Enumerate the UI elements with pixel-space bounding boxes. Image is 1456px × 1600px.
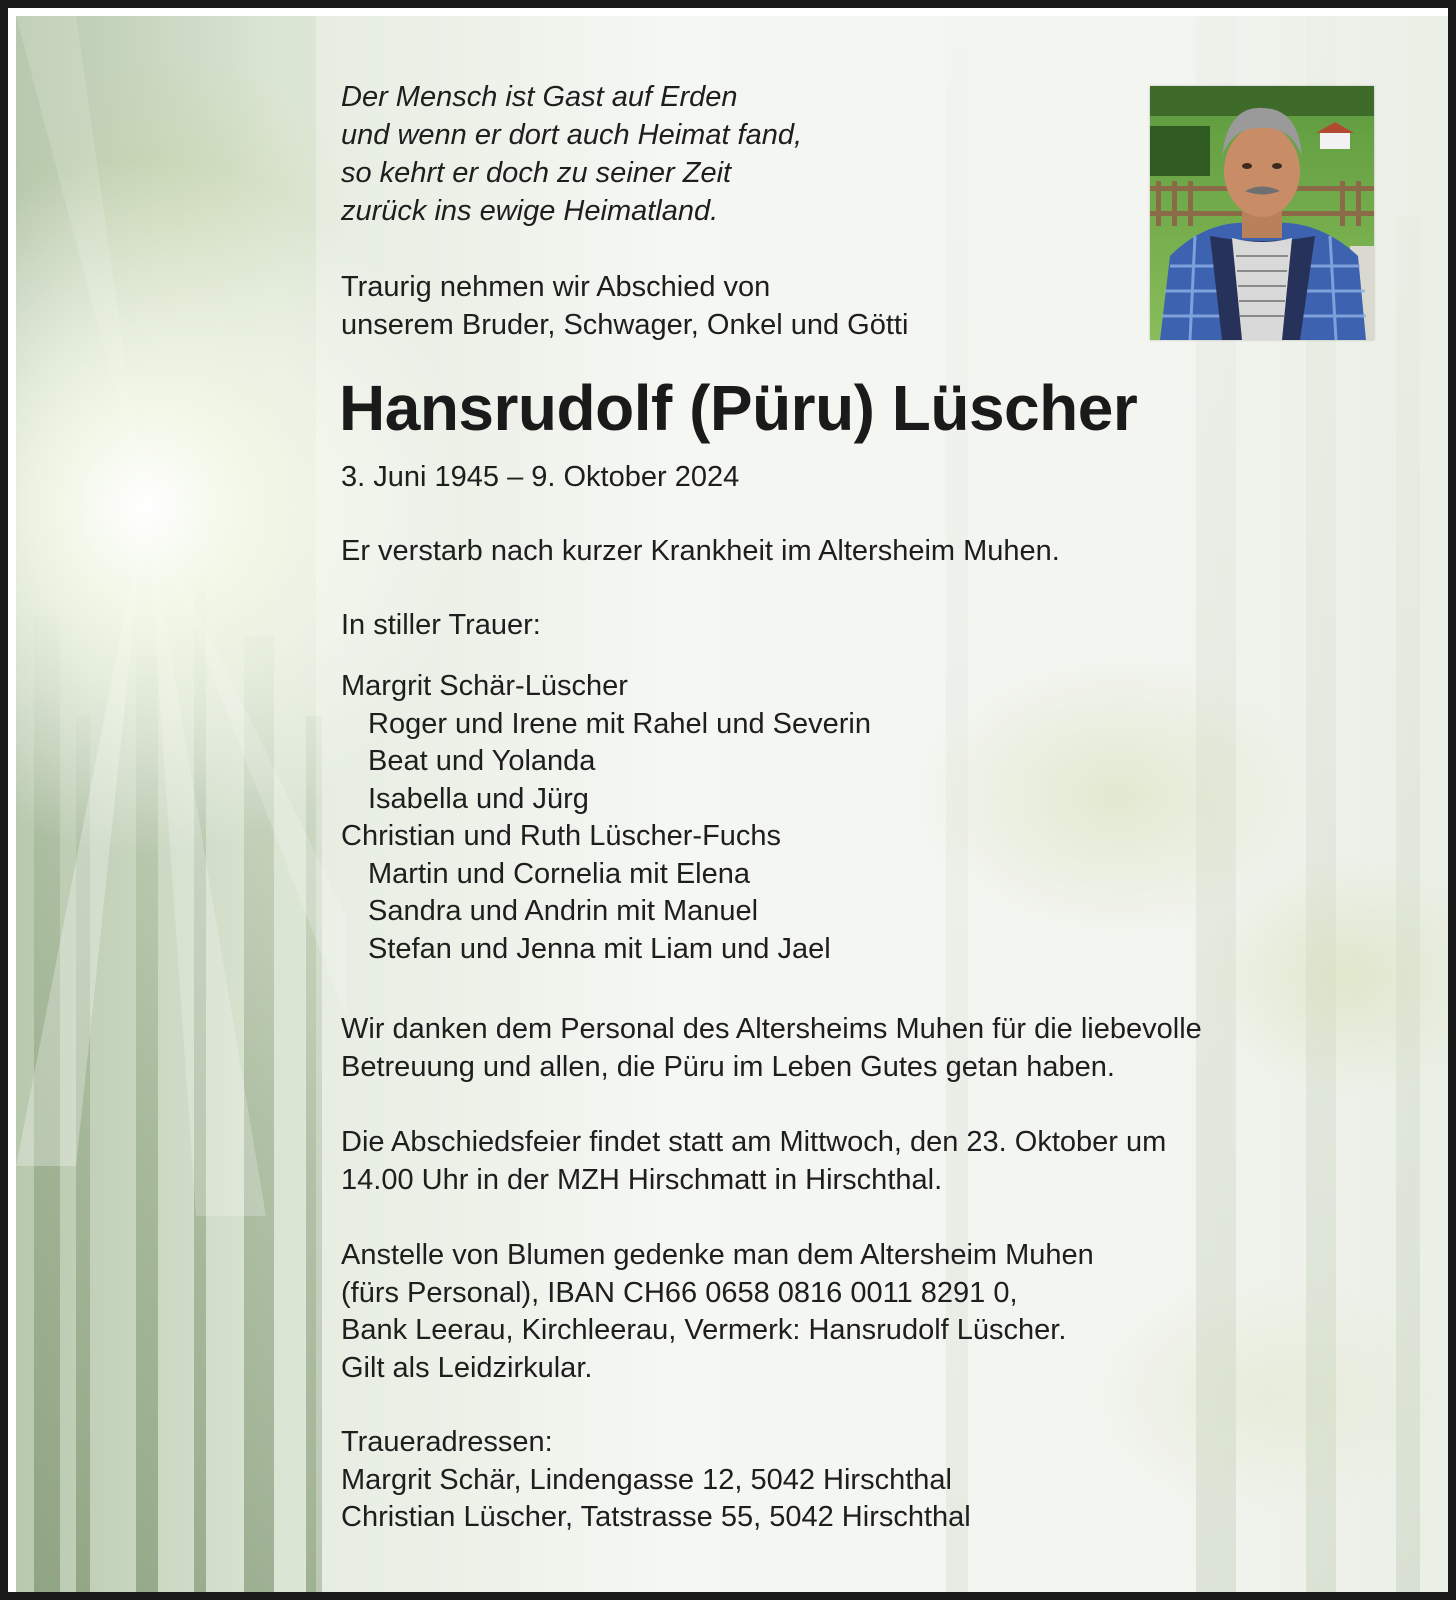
donation-paragraph (341, 1237, 1381, 1387)
intro-line: Traurig nehmen wir Abschied von (341, 271, 771, 303)
poem-line: Der Mensch ist Gast auf Erden (341, 81, 738, 113)
address-line: Christian Lüscher, Tatstrasse 55, 5042 Hirschthal (341, 1501, 971, 1533)
mourning-heading-block (341, 607, 1381, 645)
mourner: Roger und Irene mit Rahel und Severin (368, 707, 871, 740)
mourner: Isabella und Jürg (368, 782, 589, 815)
mourners-list (341, 668, 1381, 968)
mourner: Margrit Schär-Lüscher (341, 670, 628, 702)
donation-line: Gilt als Leidzirkular. (341, 1351, 593, 1384)
donation-line: (fürs Personal), IBAN CH66 0658 0816 0011 8291 0, (341, 1276, 1018, 1309)
ceremony-line: Die Abschiedsfeier findet statt am Mittwoch, den 23. Oktober um (341, 1126, 1167, 1158)
addresses-heading: Traueradressen: (341, 1426, 553, 1458)
portrait-photo (1150, 86, 1374, 340)
deceased-name: Hansrudolf (Püru) Lüscher (339, 372, 1138, 444)
mourner: Christian und Ruth Lüscher-Fuchs (341, 820, 782, 852)
poem-line: zurück ins ewige Heimatland. (341, 195, 719, 227)
poem-line: so kehrt er doch zu seiner Zeit (341, 157, 732, 189)
mourner: Sandra und Andrin mit Manuel (368, 895, 759, 927)
death-note-block (341, 533, 1381, 571)
mourner: Martin und Cornelia mit Elena (368, 857, 751, 890)
donation-line: Bank Leerau, Kirchleerau, Vermerk: Hansrudolf Lüscher. (341, 1314, 1067, 1346)
life-dates: 3. Juni 1945 – 9. Oktober 2024 (341, 461, 740, 493)
mourning-heading: In stiller Trauer: (341, 609, 541, 641)
ceremony-paragraph (341, 1124, 1381, 1199)
life-dates-block (341, 459, 1381, 497)
ceremony-line: 14.00 Uhr in der MZH Hirschmatt in Hirschthal. (341, 1163, 943, 1196)
thanks-line: Wir danken dem Personal des Altersheims Muhen für die liebevolle (341, 1013, 1202, 1045)
obituary-content (8, 8, 1456, 1600)
thanks-line: Betreuung und allen, die Püru im Leben Gutes getan haben. (341, 1050, 1115, 1083)
mourner: Beat und Yolanda (368, 745, 596, 777)
poem-line: und wenn er dort auch Heimat fand, (341, 119, 803, 151)
thanks-paragraph (341, 1011, 1381, 1086)
address-line: Margrit Schär, Lindengasse 12, 5042 Hirschthal (341, 1463, 952, 1496)
intro-line: unserem Bruder, Schwager, Onkel und Götti (341, 308, 909, 341)
donation-line: Anstelle von Blumen gedenke man dem Altersheim Muhen (341, 1239, 1094, 1271)
death-note: Er verstarb nach kurzer Krankheit im Altersheim Muhen. (341, 535, 1060, 567)
mourner: Stefan und Jenna mit Liam und Jael (368, 932, 831, 965)
addresses-block (341, 1424, 1381, 1537)
